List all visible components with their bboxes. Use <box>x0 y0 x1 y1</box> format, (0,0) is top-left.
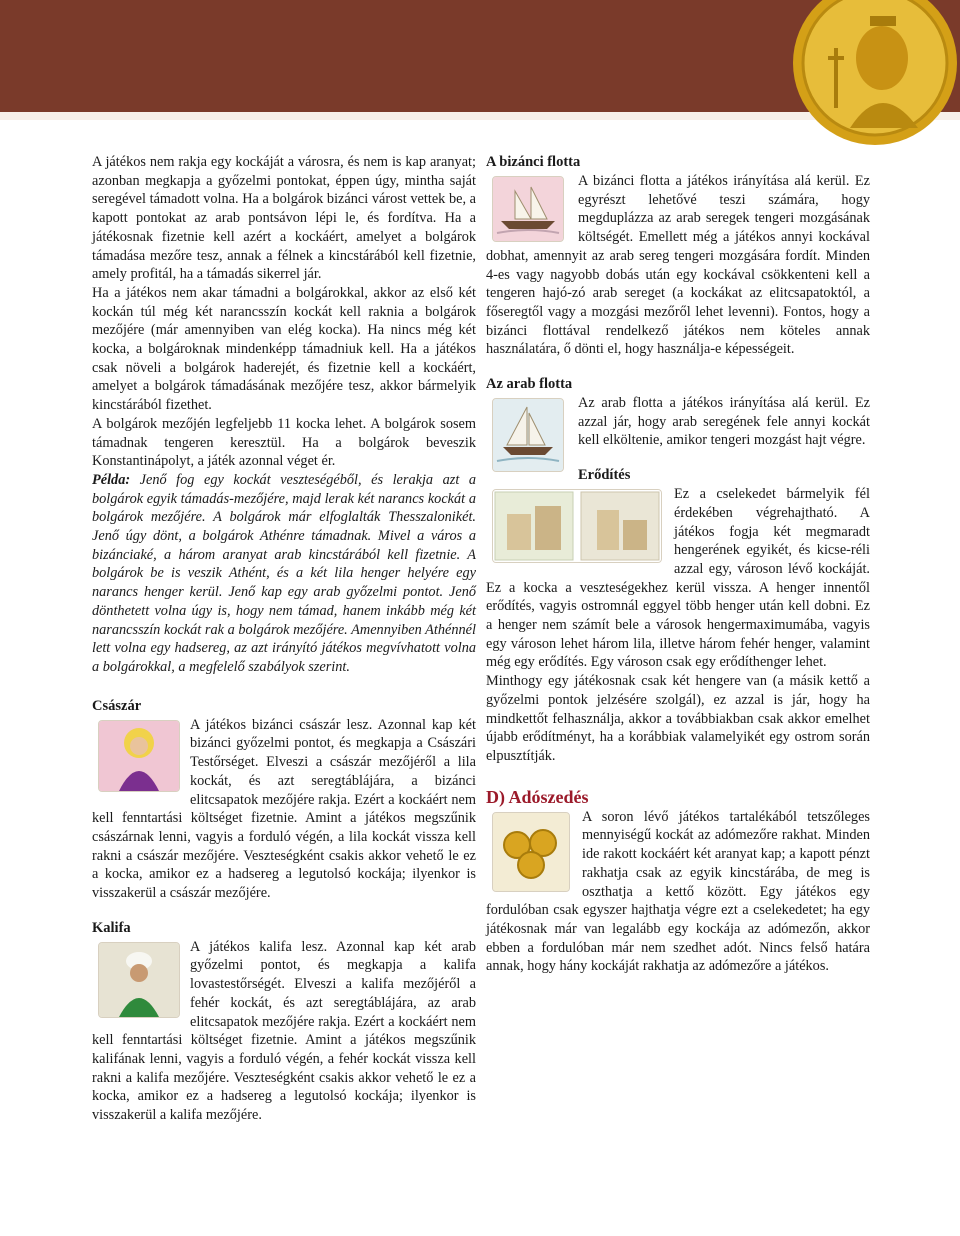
example-text: Jenő fog egy kockát veszteségéből, és lerakja azt a bolgárok egyik támadás-mezőjére, majd lerak két narancs kockát a bolgárok mezőjére. A bolgárok már elfoglalták Thesszalonikét. Jenő úgy dönt, a bolgárok Athénre támadnak. Mivel a város a bizánciaké, a három aranyat arab kincstárából kell fizetnie. A bolgárok be is veszik Athént, és a két lila henger helyére egy narancs henger kerül. Jenő kap egy arab győzelmi pontot. Jenő dönthetett volna úgy is, hogy nem támad, hanem inkább még két narancsszín kockát rak a bolgárok mezőjére. Amennyiben Athénnél lett volna egy hadsereg, az azt irányító játékos megvívhatott volna a bolgárokkal, a megfelelő szabályok szerint. <box>92 471 476 675</box>
emperor-text: A játékos bizánci császár lesz. Azonnal kap két bizánci győzelmi pontot, és megkapja a Császári Testőrséget. Elveszi a császár mezőjéről a lila kockát, és azt seregtáblájára, a bizánci elitcsapatok mezőjére rakja. Ezért a kockáért nem kell fenntartási költséget fizetnie. Amint a játékos megszűnik császárnak lenni, vagyis a forduló végén, a lila kockát vissza kell rakni a császár mezőjére. Veszteségként csakis akkor vehető le ez a kocka, amikor ez a hadsereg a legutolsó kockája; ilyenkor is visszakerül a császár mezőjére. <box>92 716 476 902</box>
byzantine-coin-image <box>790 0 960 148</box>
caliph-card-image <box>98 942 180 1018</box>
left-column <box>92 153 476 1125</box>
fortification-cards-image <box>492 489 662 563</box>
no-attack-paragraph: Ha a játékos nem akar támadni a bolgárokkal, akkor az első két kockán túl még két narancsszín kockát kell raknia a bolgárok mezőjére (már amennyiben van elég kocka). Ha nincs még két kocka, a bolgároknak mindenképp támadniuk kell. Ha a játékos csak növeli a bolgárok haderejét, és fizetnie kell a kockáért, amelyet a bolgárok támadásának mezőjére tesz, akkor bármelyik kincstárából fizethet. <box>92 284 476 414</box>
fortification-text-2: Minthogy egy játékosnak csak két hengere van (a másik kettő a győzelmi pontok jelzésére szolgál), ez azzal is jár, hogy ha mindkettőt felhasználja, akkor a továbbiakban csak akkor emelhet újabb erődítményt, ha a korábbiak valamelyikét egy ostrom során elpusztítják. <box>486 673 870 764</box>
arab-fleet-image <box>492 398 564 472</box>
right-column <box>486 153 870 976</box>
byz-fleet-text: A bizánci flotta a játékos irányítása alá kerül. Ez egyrészt lehetővé teszi számára, hogy megduplázza az arab seregek tengeri mozgásának költségét. Emellett még a játékos annyi kockával dobhat, amennyit az arab sereg tengeri mozgására fordít. Minden 4-es vagy nagyobb dobás után egy kockával csökkenteni kell a tengeren hajó-zó arab sereget (a kockákat az elitcsapatoktól, a főseregtől vagy a mozgási mezőről lehet levenni). Fontos, hogy a bizánci flottával rendelkező játékos nem köteles annak használatára, ő dönti el, hogy használja-e képességeit. <box>486 173 870 358</box>
caliph-text: A játékos kalifa lesz. Azonnal kap két arab győzelmi pontot, és megkapja a kalifa lovastestőrségét. Elveszi a kalifa mezőjéről a fehér kockát, és azt seregtáblájára, az arab elitcsapatok mezőjére rakja. Ezért a kockáért nem kell fenntartási költséget fizetnie. Amint a játékos megszűnik kalifának lenni, vagyis a forduló végén, a fehér kockát vissza kell rakni a kalifa mezőjére. Veszteségként csakis akkor vehető le ez a kocka, amikor ez a hadsereg a legutolsó kockája; ilyenkor is visszakerül a kalifa mezőjére. <box>92 938 476 1124</box>
arab-fleet-text: Az arab flotta a játékos irányítása alá kerül. Ez azzal jár, hogy arab seregének fele annyi kockát kell elköltenie, amikor tengeri mozgást hajt végre. <box>578 395 870 449</box>
tax-coins-image <box>492 812 570 892</box>
emperor-heading: Császár <box>92 697 142 714</box>
byz-fleet-heading: A bizánci flotta <box>486 154 581 170</box>
example-paragraph <box>92 471 476 677</box>
emperor-card-image <box>98 720 180 792</box>
intro-paragraph: A játékos nem rakja egy kockáját a városra, és nem is kap aranyat; azonban megkapja a győzelmi pontokat, éppen úgy, mintha saját seregével támadott volna. Ha a bolgárok bizánci várost vettek be, a kapott pontokat az arab pontsávon lépi le, és fordítva. Ha a játékosnak fizetnie kell azért a kockáért, amelyet a bolgárok támadása mezőre tesz, annak a félnek a kincstárából kell fizetnie, amely profitál, ha a támadás sikerrel jár. <box>92 154 476 283</box>
tax-text: A soron lévő játékos tartalékából tetszőleges mennyiségű kockát az adómezőre rakhat. Minden ide rakott kockáért két aranyat kap; a kapott pénzt rakhatja csak az egyik kincstárába, de meg is oszthatja a kettő között. Egy játékos egy fordulóban csak egyszer hajthatja végre ezt a cselekedetet; ha egy játékosnak már van legalább egy kockája az adómezőn, akkor ebben a fordulóban már nem szedhet adót. Nincs felső határa annak, hogy hány kockáját rakhatja az adómezőre a játékos. <box>486 808 870 975</box>
fortification-text: Ez a cselekedet bármelyik fél érdekében végrehajtható. A játékos fogja két megmaradt hengerének egyikét, és kicse-réli azzal egy, városon lévő kockáját. Ez a kocka a veszteségekhez kerül vissza. A henger innentől erődítés, vagyis ostromnál eggyel több henger után kell dobni. Ez a henger nem számít bele a városok hengermaximumába, vagyis egy városon lehet három lila, illetve három fehér henger, valamint még egy erődítés. Egy városon csak egy erődíthenger lehet. <box>486 486 870 671</box>
caliph-heading: Kalifa <box>92 919 131 936</box>
example-label: Példa: <box>92 471 131 488</box>
limit-paragraph: A bolgárok mezőjén legfeljebb 11 kocka lehet. A bolgárok sosem támadnak tengeren keresztül. Ha a bolgárok beveszik Konstantinápolyt, a játék azonnal véget ér. <box>92 415 476 470</box>
tax-heading: D) Adószedés <box>486 786 589 807</box>
byzantine-fleet-image <box>492 176 564 242</box>
arab-fleet-heading: Az arab flotta <box>486 376 573 393</box>
fortification-heading: Erődítés <box>578 467 631 484</box>
